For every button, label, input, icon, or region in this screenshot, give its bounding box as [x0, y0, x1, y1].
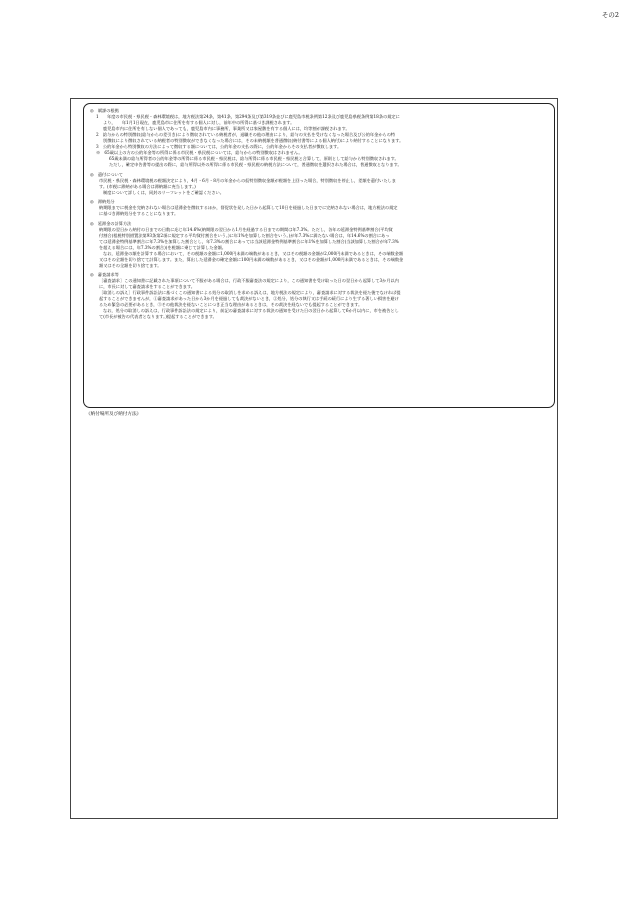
text-line: 1 年度の市民税・県民税・森林環境税は，地方税法第24条，第41条，第294条及び第319条並びに鹿児島市税条例第12条及び鹿児島県税条例第18条の規定に — [96, 114, 400, 119]
text-line: す。(市税に滞納がある場合は滞納額に充当します。) — [99, 183, 196, 189]
section-refund — [90, 172, 547, 196]
text-line: なお，延滞金の額を計算する場合において，その税額の金額に1,000円未満の端数があるとき，又はその税額の金額が2,000円未満であるときは，その端数金額 — [103, 250, 404, 256]
payment-place-heading: 《納付場所及び納付方法》 — [86, 412, 142, 417]
section-heading: ◎ 審査請求等 — [90, 272, 119, 277]
section-heading: ◎ 賦課の根拠 — [90, 108, 119, 113]
text-line: ては延滞金特例基準割合に年7.3%を加算した割合とし，年7.3%の割合にあっては当該延滞金特例基準割合に年1%を加算した割合(当該加算した割合が年7.3% — [99, 238, 399, 244]
text-line: 納期限までに税金を完納されない場合は延滞金を徴収するほか，督促状を発した日から起算して10日を経過した日までに完納されない場合は，地方税法の規定 — [99, 205, 398, 210]
text-line: るため緊急の必要があるとき，③その他裁決を経ないことにつき正当な理由があるときは，その裁決を経ないでも提起することができます。 — [99, 302, 363, 307]
text-line: 額又はその全額を切り捨てます。 — [99, 262, 162, 268]
text-line: 納期限の翌日から納付の日までの日数に応じ年14.6%(納期限の翌日から1月を経過する日までの期間は年7.3%。ただし，各年の延滞金特例基準割合(平均貸 — [99, 226, 393, 232]
text-line: ※ 65歳以上の方の公的年金等の所得に係る市民税・県民税については，給与からの特別徴収はされません。 — [96, 150, 303, 155]
text-line: 市民税・県民税・森林環境税の税額決定により，4月・6月・8月の年金からの仮特別徴収金額が税額を上回った場合，特別徴収を停止し，差額を還付いたしま — [99, 177, 396, 183]
text-line: 鹿児島市内に住所を有しない個人であっても，鹿児島市内に事務所，事業所又は家屋敷を有する個人には，均等割が課税されます。 — [103, 126, 350, 131]
text-line: 起することができませんが，①審査請求があった日から3か月を経過しても裁決がないとき，②処分，処分の執行又は手続の続行により生ずる著しい損害を避け — [99, 296, 399, 301]
text-line: に基づき滞納処分をすることになります。 — [99, 211, 179, 216]
notice-box — [83, 103, 555, 408]
text-line: 2 給与からの特別徴収(給与からの差引き)により徴収されている納税者が，退職その他の理由により，給与の支払を受けなくなった場合及び公的年金からの特 — [96, 132, 396, 137]
page-number-label: その2 — [601, 11, 619, 19]
section-heading: ◎ 延滞金の計算方法 — [90, 220, 132, 226]
text-line: 3 公的年金から特別徴収の方法によって徴収する額については，公的年金の支払の際に，公的年金からその支払者が徴収します。 — [96, 144, 342, 149]
section-late-fee — [90, 221, 547, 269]
text-line: て(市長が被告の代表者となります。)提起することができます。 — [99, 314, 217, 319]
text-line: を超える場合には，年7.3%の割合))を税額に乗じて計算した金額。 — [99, 244, 226, 250]
text-line: より， 年1月1日現在，鹿児島市に住所を有する個人に対し，前年中の所得に基づき課税されます。 — [103, 120, 295, 125]
text-line: 付割合(租税特別措置法第93条第2項に規定する平均貸付割合をいう。)に年1%を加算した割合をいう。)が年7.3%に満たない場合は，年14.6%の割合にあっ — [99, 232, 390, 238]
text-line: なお，処分の取消しの訴えは，行政事件訴訟法の規定により，前記の審査請求に対する裁決の通知を受けた日の翌日から起算して6か月以内に，市を被告とし — [103, 308, 399, 313]
text-line: 65歳未満の給与所得者の公的年金等の所得に係る市民税・県民税は，給与所得に係る市民税・県民税と合算して，原則として給与から特別徴収されます。 — [109, 156, 399, 161]
text-line: 制度について詳しくは，同封のリーフレットをご確認ください。 — [103, 189, 224, 195]
section-heading: ◎ 還付について — [90, 171, 123, 177]
section-heading: ◎ 滞納処分 — [90, 199, 115, 204]
section-delinquency — [90, 199, 547, 217]
text-line: に，市長に対して審査請求をすることができます。 — [99, 284, 195, 289]
text-line: 別徴収により徴収されている納税者の特別徴収ができなくなった場合には，その未納税額を普通徴収(納付書等による個人納付)により納付することになります。 — [103, 138, 404, 143]
section-levy-basis — [90, 108, 547, 168]
text-line: ［審査請求］この通知書に記載された事項について不服がある場合は，行政不服審査法の規定により，この通知書を受け取った日の翌日から起算して3か月以内 — [99, 278, 399, 283]
text-line: ただし，確定申告書等の提出の際に，給与所得以外の所得に係る市民税・県民税の納税方法について，普通徴収を選択された場合は，普通徴収となります。 — [109, 162, 402, 167]
section-appeal — [90, 272, 547, 320]
text-line: 又はその全額を切り捨てて計算します。また，算出した延滞金の確定金額に100円未満の端数があるとき，又はその金額が1,000円未満であるときは，その端数金 — [99, 256, 404, 262]
text-line: ［取消しの訴え］行政事件訴訟法に基づくこの通知書による処分の取消しを求める訴えは，地方税法の規定により，審査請求に対する裁決を経た後でなければ提 — [99, 290, 401, 295]
